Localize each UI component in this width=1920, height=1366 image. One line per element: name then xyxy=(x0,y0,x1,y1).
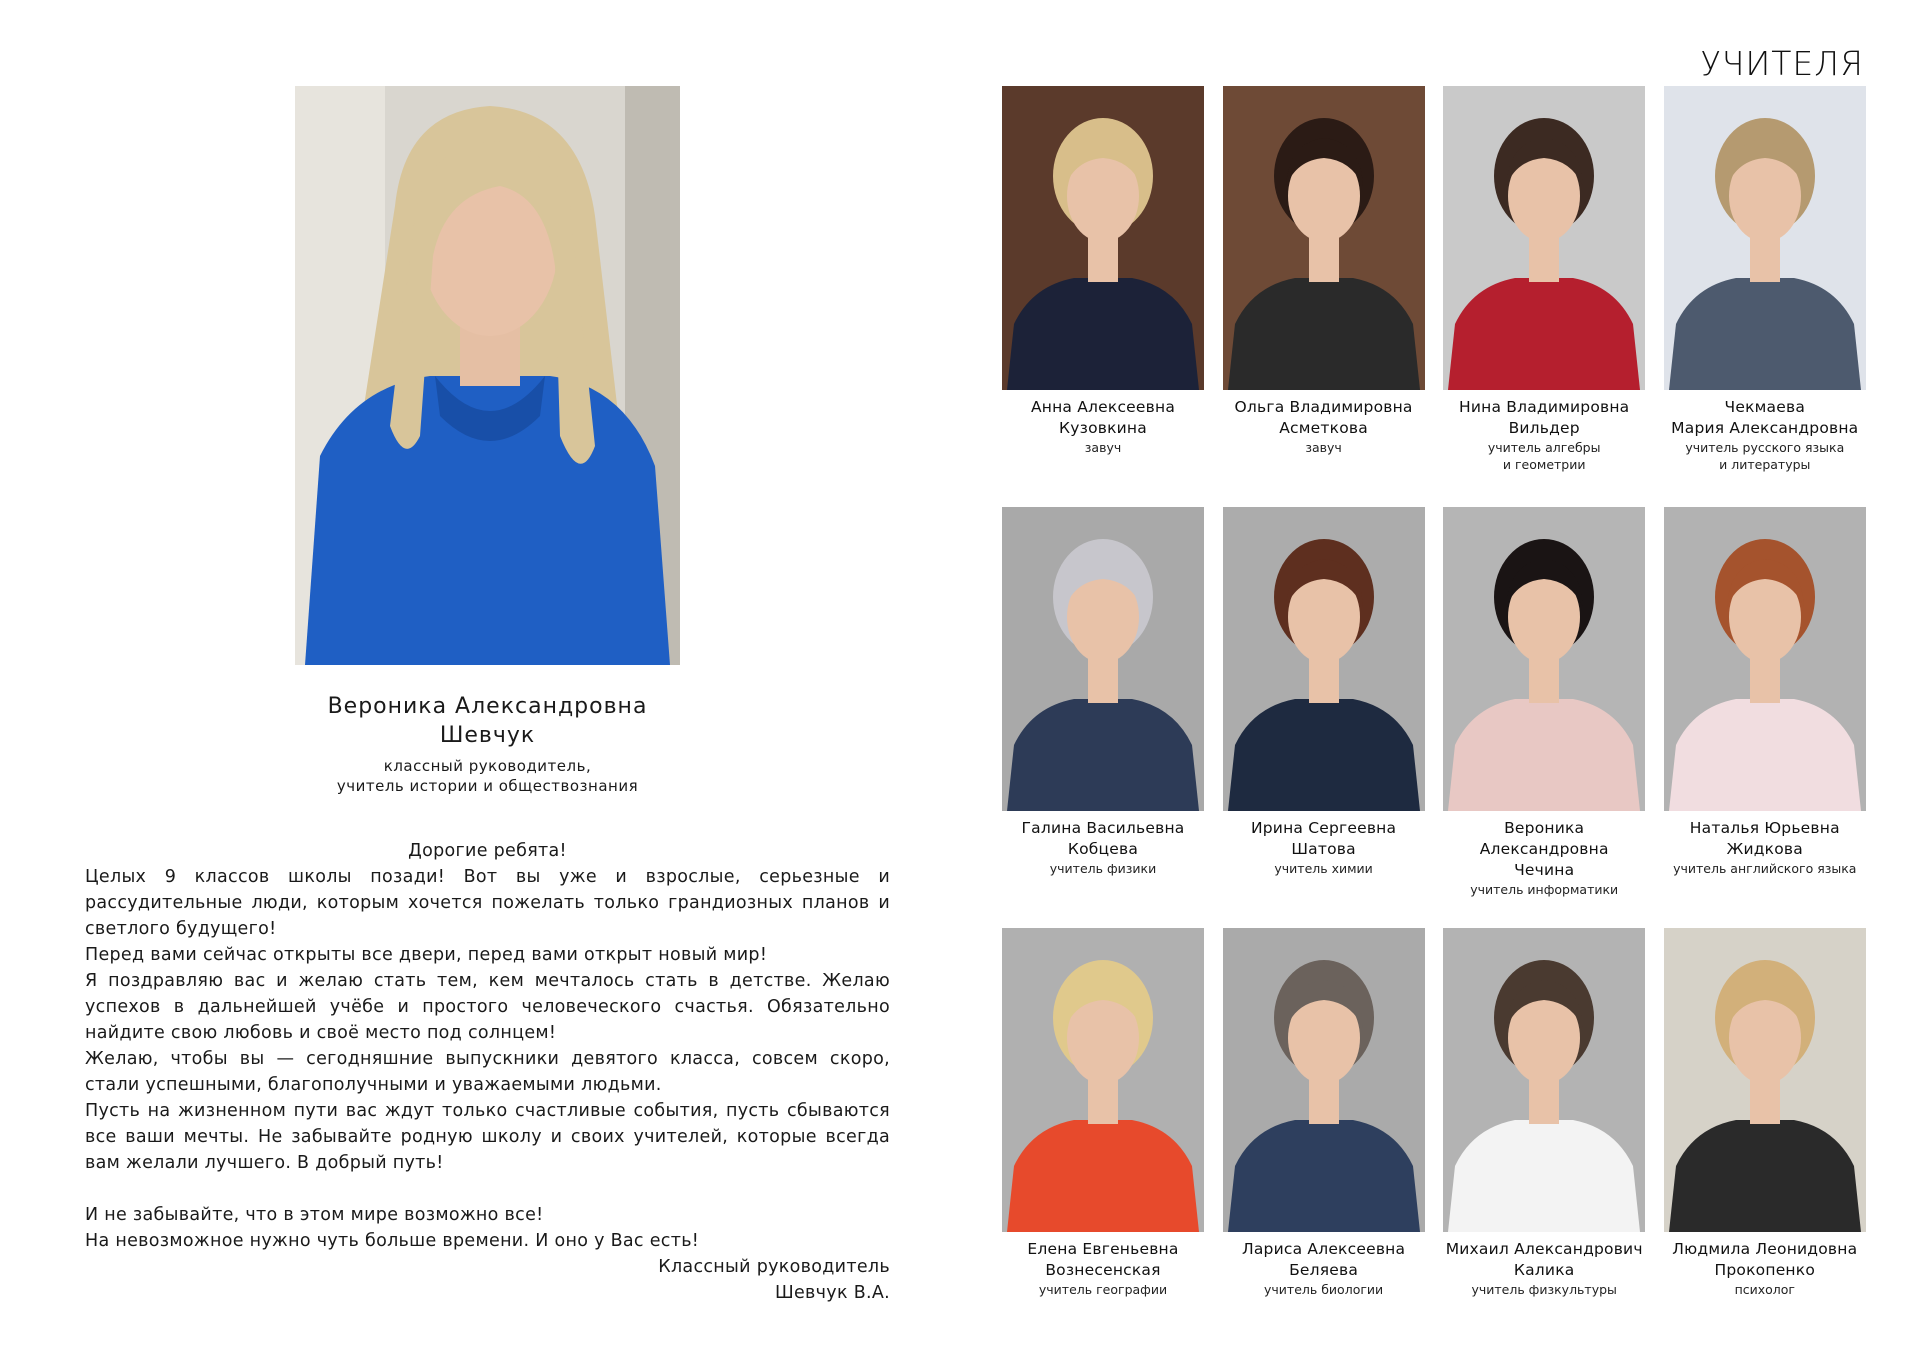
teacher-photo xyxy=(1664,928,1866,1232)
teacher-card xyxy=(1223,928,1425,1349)
greeting-letter xyxy=(85,838,890,1254)
teacher-photo xyxy=(1002,928,1204,1232)
teacher-name: Чекмаева xyxy=(1724,398,1806,416)
letter-closing xyxy=(85,1202,890,1254)
teacher-card xyxy=(1443,928,1645,1349)
teacher-name: Елена Евгеньевна xyxy=(1027,1240,1179,1258)
teacher-card xyxy=(1443,507,1645,928)
letter-paragraph: Я поздравляю вас и желаю стать тем, кем мечталось стать в детстве. Желаю успехов в дальнейшей учёбе и простого человеческого счастья. Обязательно найдите свою любовь и своё место под солнцем! xyxy=(85,971,890,1043)
teacher-surname: Шатова xyxy=(1291,840,1356,858)
teacher-surname: Асметкова xyxy=(1279,419,1368,437)
teacher-surname: Прокопенко xyxy=(1714,1261,1816,1279)
main-teacher-portrait xyxy=(295,86,680,665)
teacher-photo xyxy=(1223,928,1425,1232)
teacher-name: Михаил Александрович xyxy=(1445,1240,1643,1258)
teacher-name: Нина Владимировна xyxy=(1459,398,1630,416)
signature-name: Шевчук В.А. xyxy=(774,1283,890,1303)
teacher-surname: Кузовкина xyxy=(1059,419,1147,437)
teacher-name: Наталья Юрьевна xyxy=(1689,819,1840,837)
teacher-photo xyxy=(1223,507,1425,811)
teacher-card xyxy=(1223,507,1425,928)
teacher-role-cont: и геометрии xyxy=(1502,457,1586,472)
main-teacher-role: классный руководитель, xyxy=(383,757,592,775)
teacher-surname: Чечина xyxy=(1514,861,1575,879)
teacher-surname: Беляева xyxy=(1289,1261,1359,1279)
teacher-name: Вероника Александровна xyxy=(1479,819,1609,858)
teacher-role: психолог xyxy=(1734,1282,1795,1297)
teachers-grid xyxy=(1002,86,1864,1326)
teacher-name: Галина Васильевна xyxy=(1021,819,1185,837)
letter-closing-line: На невозможное нужно чуть больше времени. И оно у Вас есть! xyxy=(85,1231,700,1251)
letter-paragraph: Целых 9 классов школы позади! Вот вы уже и взрослые, серьезные и рассудительные люди, которым хочется пожелать только грандиозных планов и светлого будущего! xyxy=(85,867,890,939)
letter-closing-line: И не забывайте, что в этом мире возможно все! xyxy=(85,1205,544,1225)
teacher-role-cont: и литературы xyxy=(1719,457,1811,472)
teacher-photo xyxy=(1002,507,1204,811)
teacher-photo xyxy=(1664,86,1866,390)
teacher-card xyxy=(1443,86,1645,507)
teacher-card xyxy=(1223,86,1425,507)
teacher-photo xyxy=(1664,507,1866,811)
teacher-surname: Вильдер xyxy=(1508,419,1580,437)
teacher-name: Ирина Сергеевна xyxy=(1250,819,1397,837)
teacher-surname: Кобцева xyxy=(1067,840,1139,858)
teacher-name: Лариса Алексеевна xyxy=(1242,1240,1406,1258)
teacher-photo xyxy=(1443,507,1645,811)
teacher-role: завуч xyxy=(1305,440,1342,455)
teacher-name: Людмила Леонидовна xyxy=(1672,1240,1858,1258)
teacher-role: завуч xyxy=(1084,440,1122,455)
teacher-card xyxy=(1002,928,1204,1349)
letter-paragraph: Пусть на жизненном пути вас ждут только счастливые события, пусть сбываются все ваши мечты. Не забывайте родную школу и своих учителей, которые всегда вам желали лучшего. В добрый путь! xyxy=(85,1101,890,1173)
teacher-card xyxy=(1664,86,1866,507)
teacher-surname: Калика xyxy=(1513,1261,1575,1279)
main-teacher-photo xyxy=(295,86,680,665)
teacher-role: учитель географии xyxy=(1038,1282,1168,1297)
teacher-role: учитель физики xyxy=(1049,861,1157,876)
teacher-photo xyxy=(1443,86,1645,390)
teacher-surname: Жидкова xyxy=(1726,840,1803,858)
letter-greeting: Дорогие ребята! xyxy=(408,841,567,861)
letter-paragraph: Перед вами сейчас открыты все двери, перед вами открыт новый мир! xyxy=(85,945,768,965)
main-teacher-subject: учитель истории и обществознания xyxy=(336,777,639,795)
teacher-card xyxy=(1664,507,1866,928)
letter-paragraph: Желаю, чтобы вы — сегодняшние выпускники девятого класса, совсем скоро, стали успешными, благополучными и уважаемыми людьми. xyxy=(85,1049,890,1095)
letter-body xyxy=(85,864,890,1176)
teacher-role: учитель биологии xyxy=(1264,1282,1384,1297)
teacher-role: учитель физкультуры xyxy=(1471,1282,1617,1297)
teacher-photo xyxy=(1002,86,1204,390)
teacher-card xyxy=(1664,928,1866,1349)
teacher-surname: Мария Александровна xyxy=(1671,419,1859,437)
main-teacher-surname: Шевчук xyxy=(439,723,536,748)
teacher-surname: Вознесенская xyxy=(1045,1261,1161,1279)
teacher-photo xyxy=(1223,86,1425,390)
teacher-card xyxy=(1002,507,1204,928)
teacher-name: Ольга Владимировна xyxy=(1234,398,1413,416)
teacher-role: учитель информатики xyxy=(1470,882,1619,897)
main-teacher-name: Вероника Александровна xyxy=(327,694,648,719)
teacher-photo xyxy=(1443,928,1645,1232)
teacher-card xyxy=(1002,86,1204,507)
teacher-role: учитель алгебры xyxy=(1487,440,1601,455)
letter-signature xyxy=(85,1254,890,1306)
teacher-role: учитель русского языка xyxy=(1685,440,1845,455)
teacher-name: Анна Алексеевна xyxy=(1030,398,1176,416)
page-title: УЧИТЕЛЯ xyxy=(1700,44,1864,83)
teacher-role: учитель химии xyxy=(1274,861,1373,876)
signature-title: Классный руководитель xyxy=(658,1257,890,1277)
teacher-role: учитель английского языка xyxy=(1673,861,1857,876)
